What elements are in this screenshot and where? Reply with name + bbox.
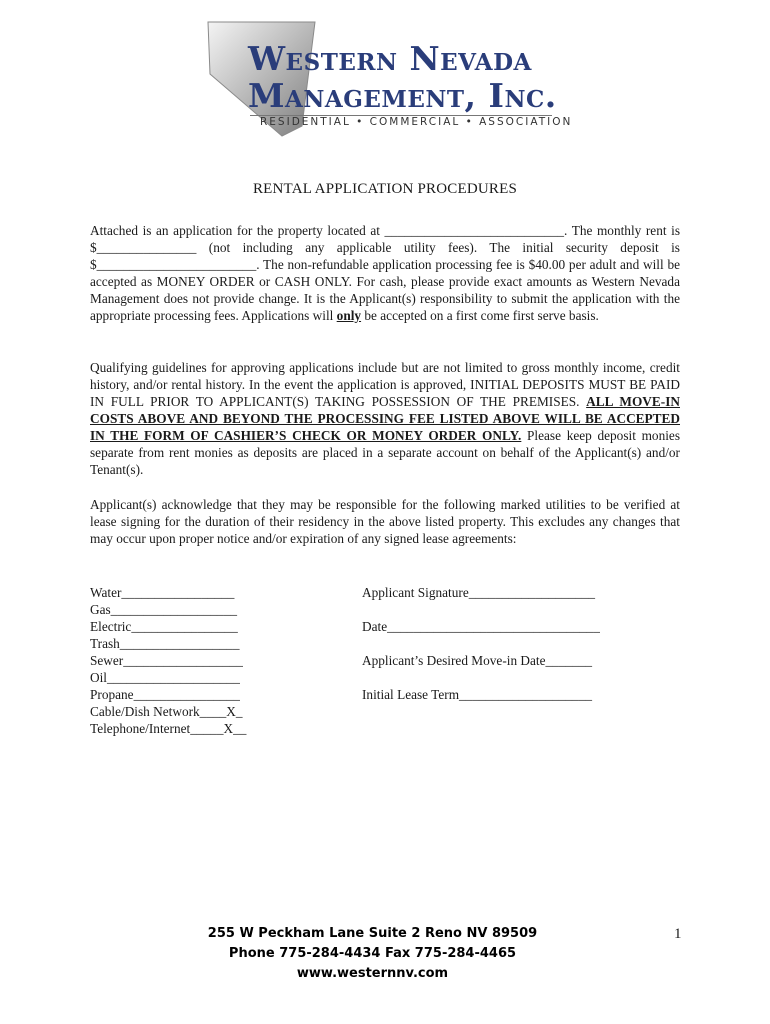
company-logo (190, 18, 573, 138)
company-name (248, 40, 557, 114)
move-in-date-field[interactable]: Applicant’s Desired Move-in Date_______ (362, 653, 593, 668)
footer-phone-fax: Phone 775-284-4434 Fax 775-284-4465 (228, 946, 517, 961)
utility-sewer-field[interactable]: Sewer__________________ (90, 653, 243, 668)
signature-fields (362, 584, 600, 703)
utility-trash-field[interactable]: Trash__________________ (90, 636, 240, 651)
paragraph-utilities: Applicant(s) acknowledge that they may be responsible for the following marked utilities to be verified at lease signing for the duration of their residency in the above listed property. This excludes any changes that may occur upon proper notice and/or expiration of any signed lease agreements: (90, 497, 680, 546)
paragraph-text: be accepted on a first come first serve basis. (361, 308, 599, 323)
emphasis-text: ALL MOVE-IN COSTS ABOVE AND BEYOND THE PROCESSING FEE LISTED ABOVE WILL BE ACCEPTED IN THE FORM OF CASHIER’S CHECK OR MONEY ORDER ONLY. (90, 394, 680, 443)
footer-address: 255 W Peckham Lane Suite 2 Reno NV 89509 (207, 926, 538, 941)
lease-term-field[interactable]: Initial Lease Term____________________ (362, 687, 593, 702)
utility-oil-field[interactable]: Oil____________________ (90, 670, 240, 685)
utility-water-field[interactable]: Water_________________ (90, 585, 235, 600)
applicant-signature-field[interactable]: Applicant Signature___________________ (362, 585, 596, 600)
utility-gas-field[interactable]: Gas___________________ (90, 602, 237, 617)
utilities-list (90, 584, 246, 737)
date-field[interactable]: Date________________________________ (362, 619, 600, 634)
paragraph-application-fees (90, 222, 680, 324)
utility-electric-field[interactable]: Electric________________ (90, 619, 238, 634)
company-name-line2: Management, Inc. (248, 76, 557, 115)
company-name-line1: Western Nevada (248, 39, 532, 78)
paragraph-text: Attached is an application for the property located at ___________________________. The monthly rent is $_______________ (not including any applicable utility fees). The initial security deposit is $________________________. The non-refundable application processing fee is $40.00 per adult and will be accepted as MONEY ORDER or CASH ONLY. For cash, please provide exact amounts as Western Nevada Management does not provide change. It is the Applicant(s) responsibility to submit the application with the appropriate processing fees. Applications will (90, 223, 680, 323)
page-footer (0, 924, 745, 984)
page-number: 1 (674, 926, 682, 942)
page-title: RENTAL APPLICATION PROCEDURES (252, 181, 518, 197)
paragraph-text: Qualifying guidelines for approving applications include but are not limited to gross monthly income, credit history, and/or rental history. In the event the application is approved, INITIAL DEPOSITS MUST BE PAID IN FULL PRIOR TO APPLICANT(S) TAKING POSSESSION OF THE PREMISES. (90, 360, 680, 409)
utility-cable-field[interactable]: Cable/Dish Network____X_ (90, 704, 243, 719)
emphasis-text: only (336, 308, 362, 323)
company-tagline: RESIDENTIAL • COMMERCIAL • ASSOCIATION (260, 116, 573, 128)
utility-propane-field[interactable]: Propane________________ (90, 687, 240, 702)
paragraph-text: Please keep deposit monies separate from rent monies as deposits are placed in a separate account on behalf of the Applicant(s) and/or Tenant(s). (90, 428, 680, 477)
footer-website: www.westernnv.com (296, 966, 449, 981)
utility-telephone-field[interactable]: Telephone/Internet_____X__ (90, 721, 247, 736)
paragraph-qualifying-guidelines (90, 359, 680, 478)
